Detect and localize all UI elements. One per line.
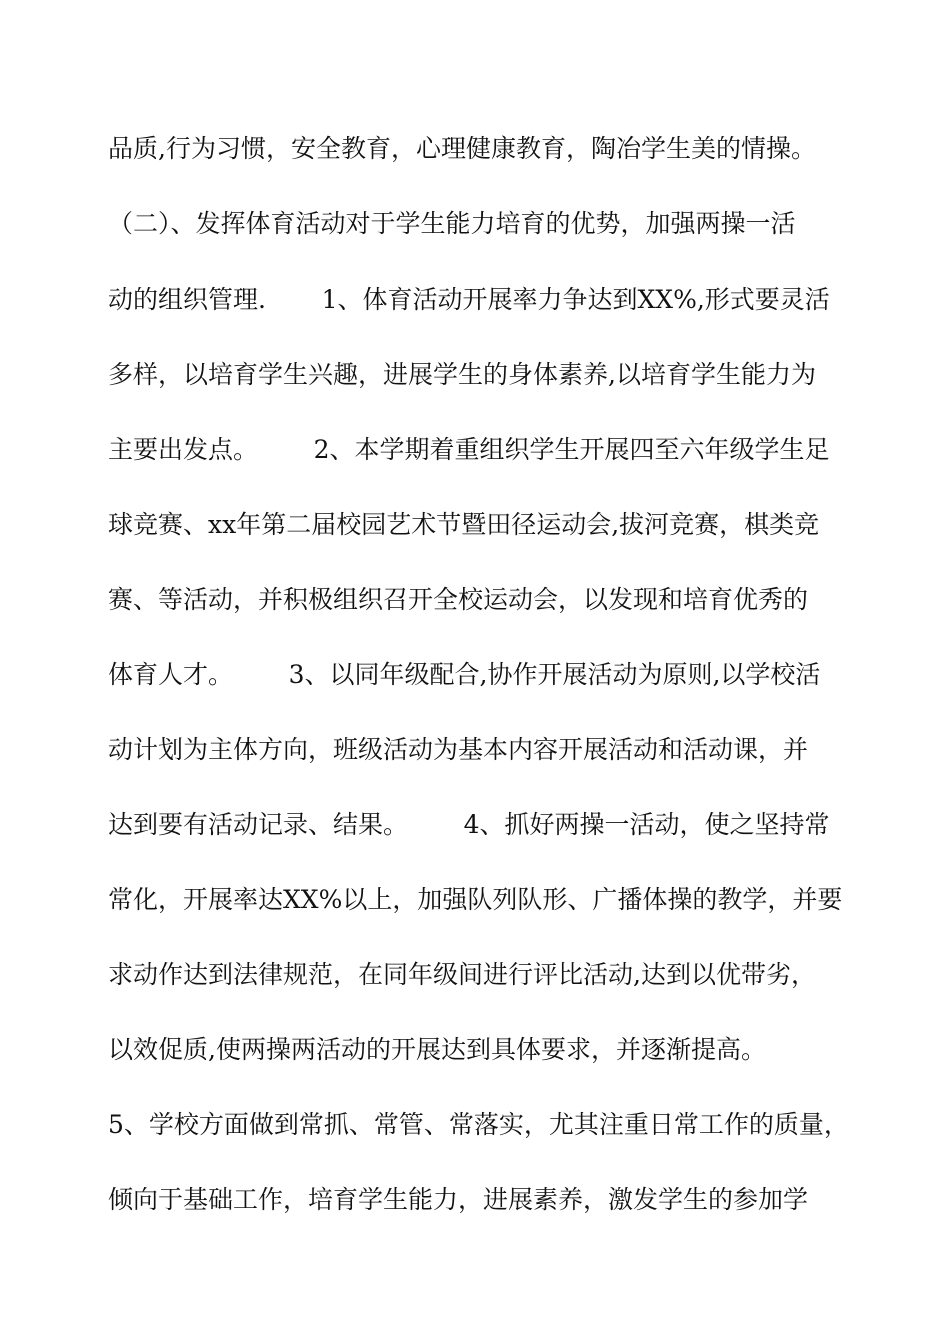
text-line: 常化，开展率达XX%以上，加强队列队形、广播体操的教学，并要 <box>108 885 843 914</box>
text-line: 动的组织管理. 1、体育活动开展率力争达到XX%,形式要灵活 <box>108 285 830 314</box>
text-line: 达到要有活动记录、结果。 4、抓好两操一活动，使之坚持常 <box>108 810 830 839</box>
text-line: 求动作达到法律规范，在同年级间进行评比活动,达到以优带劣， <box>108 960 816 989</box>
text-line: 5、学校方面做到常抓、常管、常落实，尤其注重日常工作的质量， <box>108 1110 849 1139</box>
text-line: 多样，以培育学生兴趣，进展学生的身体素养,以培育学生能力为 <box>108 360 816 389</box>
text-line: 倾向于基础工作，培育学生能力，进展素养，激发学生的参加学 <box>108 1185 809 1214</box>
text-line: 动计划为主体方向，班级活动为基本内容开展活动和活动课，并 <box>108 735 809 764</box>
text-line: 主要出发点。 2、本学期着重组织学生开展四至六年级学生足 <box>108 435 830 464</box>
text-line: 品质,行为习惯，安全教育，心理健康教育，陶冶学生美的情操。 <box>108 134 816 163</box>
text-line: 球竞赛、xx年第二届校园艺术节暨田径运动会,拔河竞赛，棋类竞 <box>108 510 820 539</box>
text-line: 赛、等活动，并积极组织召开全校运动会，以发现和培育优秀的 <box>108 585 809 614</box>
text-line: （二）、发挥体育活动对于学生能力培育的优势，加强两操一活 <box>108 209 796 238</box>
text-line: 体育人才。 3、以同年级配合,协作开展活动为原则,以学校活 <box>108 660 821 689</box>
text-line: 以效促质,使两操两活动的开展达到具体要求，并逐渐提高。 <box>108 1035 766 1064</box>
